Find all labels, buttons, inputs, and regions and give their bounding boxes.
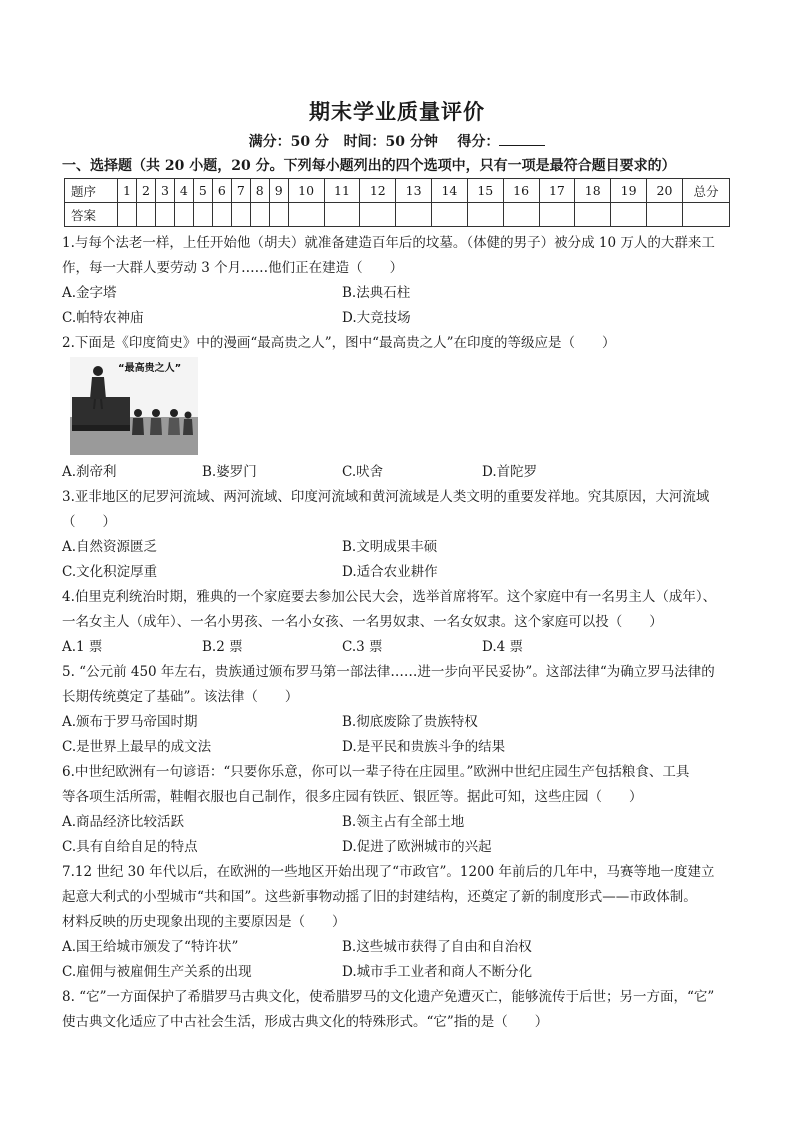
question-number: 14 [432, 179, 468, 203]
answer-cell[interactable] [575, 203, 611, 227]
question-6-text: 6.中世纪欧洲有一句谚语：“只要你乐意，你可以一辈子待在庄园里。”欧洲中世纪庄园生产包括粮食、工具 [62, 764, 690, 780]
question-3-text: （ ） [62, 514, 116, 530]
full-score: 满分：50 分 [248, 134, 329, 150]
total-score-cell[interactable] [683, 203, 730, 227]
question-number: 5 [193, 179, 212, 203]
question-number: 6 [212, 179, 231, 203]
q1-option-b[interactable]: B.法典石柱 [342, 285, 411, 301]
answer-cell[interactable] [288, 203, 324, 227]
q4-option-b[interactable]: B.2 票 [202, 639, 243, 655]
answer-table [64, 178, 730, 227]
question-6-text: 等各项生活所需，鞋帽衣服也自己制作，很多庄园有铁匠、银匠等。据此可知，这些庄园（ ） [62, 789, 643, 805]
question-7-text: 材料反映的历史现象出现的主要原因是（ ） [62, 914, 346, 930]
q2-option-b[interactable]: B.婆罗门 [202, 464, 257, 480]
question-number: 15 [467, 179, 503, 203]
answer-cell[interactable] [269, 203, 288, 227]
q3-option-c[interactable]: C.文化积淀厚重 [62, 564, 158, 580]
q4-option-c[interactable]: C.3 票 [342, 639, 383, 655]
question-number: 4 [174, 179, 193, 203]
question-1-text: 作，每一大群人要劳动 3 个月……他们正在建造（ ） [62, 260, 404, 276]
answer-cell[interactable] [324, 203, 360, 227]
q3-option-b[interactable]: B.文明成果丰硕 [342, 539, 438, 555]
q6-option-a[interactable]: A.商品经济比较活跃 [62, 814, 185, 830]
answer-cell[interactable] [647, 203, 683, 227]
question-number: 1 [118, 179, 137, 203]
q7-option-c[interactable]: C.雇佣与被雇佣生产关系的出现 [62, 964, 252, 980]
table-row [65, 179, 730, 203]
answer-cell[interactable] [360, 203, 396, 227]
cartoon-image [70, 357, 198, 455]
q3-option-a[interactable]: A.自然资源匮乏 [62, 539, 158, 555]
q7-option-b[interactable]: B.这些城市获得了自由和自治权 [342, 939, 532, 955]
page-title: 期末学业质量评价 [309, 99, 485, 124]
exam-info [0, 131, 794, 151]
q5-option-d[interactable]: D.是平民和贵族斗争的结果 [342, 739, 506, 755]
cartoon-caption: “最高贵之人” [118, 363, 182, 374]
q1-option-d[interactable]: D.大竞技场 [342, 310, 411, 326]
answer-cell[interactable] [118, 203, 137, 227]
answer-cell[interactable] [231, 203, 250, 227]
q1-option-a[interactable]: A.金字塔 [62, 285, 117, 301]
question-2-text: 2.下面是《印度简史》中的漫画“最高贵之人”，图中“最高贵之人”在印度的等级应是（ ） [62, 335, 616, 351]
q7-option-d[interactable]: D.城市手工业者和商人不断分化 [342, 964, 533, 980]
question-8-text: 使古典文化适应了中古社会生活，形成古典文化的特殊形式。“它”指的是（ ） [62, 1014, 549, 1030]
answer-cell[interactable] [611, 203, 647, 227]
score-blank [499, 133, 545, 146]
question-number: 20 [647, 179, 683, 203]
q4-option-d[interactable]: D.4 票 [482, 639, 524, 655]
q2-option-c[interactable]: C.吠舍 [342, 464, 384, 480]
question-number: 19 [611, 179, 647, 203]
answer-cell[interactable] [250, 203, 269, 227]
answer-cell[interactable] [396, 203, 432, 227]
question-7-text: 7.12 世纪 30 年代以后，在欧洲的一些地区开始出现了“市政官”。1200 年前后的几年中，马赛等地一度建立 [62, 864, 715, 880]
cartoon-illustration [70, 357, 198, 455]
q5-option-a[interactable]: A.颁布于罗马帝国时期 [62, 714, 198, 730]
question-number: 11 [324, 179, 360, 203]
question-5-text: 长期传统奠定了基础”。该法律（ ） [62, 689, 299, 705]
answer-cell[interactable] [174, 203, 193, 227]
answer-cell[interactable] [212, 203, 231, 227]
question-3-text: 3.亚非地区的尼罗河流域、两河流域、印度河流域和黄河流域是人类文明的重要发祥地。究其原因，大河流域 [62, 489, 710, 505]
answer-cell[interactable] [193, 203, 212, 227]
row-label-answer: 答案 [65, 203, 118, 227]
q4-option-a[interactable]: A.1 票 [62, 639, 103, 655]
question-number: 16 [503, 179, 539, 203]
question-number: 8 [250, 179, 269, 203]
question-number: 2 [136, 179, 155, 203]
q2-option-d[interactable]: D.首陀罗 [482, 464, 538, 480]
q2-option-a[interactable]: A.刹帝利 [62, 464, 117, 480]
question-number: 13 [396, 179, 432, 203]
question-number: 12 [360, 179, 396, 203]
q6-option-c[interactable]: C.具有自给自足的特点 [62, 839, 198, 855]
answer-cell[interactable] [539, 203, 575, 227]
total-label: 总分 [683, 179, 730, 203]
section-heading: 一、选择题（共 20 小题，20 分。下列每小题列出的四个选项中，只有一项是最符合题目要求的） [62, 158, 676, 174]
q1-option-c[interactable]: C.帕特农神庙 [62, 310, 144, 326]
answer-cell[interactable] [503, 203, 539, 227]
answer-cell[interactable] [432, 203, 468, 227]
question-1-text: 1.与每个法老一样，上任开始他（胡夫）就准备建造百年后的坟墓。（体健的男子）被分成 10 万人的大群来工 [62, 235, 715, 251]
question-number: 7 [231, 179, 250, 203]
question-7-text: 起意大利式的小型城市“共和国”。这些新事物动摇了旧的封建结构，还奠定了新的制度形式——市政体制。 [62, 889, 697, 905]
q6-option-d[interactable]: D.促进了欧洲城市的兴起 [342, 839, 492, 855]
time-limit: 时间：50 分钟 [343, 134, 438, 150]
q7-option-a[interactable]: A.国王给城市颁发了“特许状” [62, 939, 239, 955]
q6-option-b[interactable]: B.领主占有全部土地 [342, 814, 465, 830]
question-number: 17 [539, 179, 575, 203]
question-number: 3 [155, 179, 174, 203]
q5-option-b[interactable]: B.彻底废除了贵族特权 [342, 714, 478, 730]
score-label: 得分： [457, 134, 500, 150]
q3-option-d[interactable]: D.适合农业耕作 [342, 564, 438, 580]
question-8-text: 8. “它”一方面保护了希腊罗马古典文化，使希腊罗马的文化遗产免遭灭亡，能够流传于后世；另一方面，“它” [62, 989, 715, 1005]
answer-cell[interactable] [155, 203, 174, 227]
question-number: 10 [288, 179, 324, 203]
question-number: 9 [269, 179, 288, 203]
answer-cell[interactable] [136, 203, 155, 227]
question-5-text: 5. “公元前 450 年左右，贵族通过颁布罗马第一部法律……进一步向平民妥协”。这部法律“为确立罗马法律的 [62, 664, 715, 680]
question-4-text: 4.伯里克利统治时期，雅典的一个家庭要去参加公民大会，选举首席将军。这个家庭中有一名男主人（成年）、 [62, 589, 717, 605]
answer-cell[interactable] [467, 203, 503, 227]
question-number: 18 [575, 179, 611, 203]
q5-option-c[interactable]: C.是世界上最早的成文法 [62, 739, 212, 755]
table-row [65, 203, 730, 227]
question-4-text: 一名女主人（成年）、一名小男孩、一名小女孩、一名男奴隶、一名女奴隶。这个家庭可以投（ ） [62, 614, 663, 630]
row-label-number: 题序 [65, 179, 118, 203]
